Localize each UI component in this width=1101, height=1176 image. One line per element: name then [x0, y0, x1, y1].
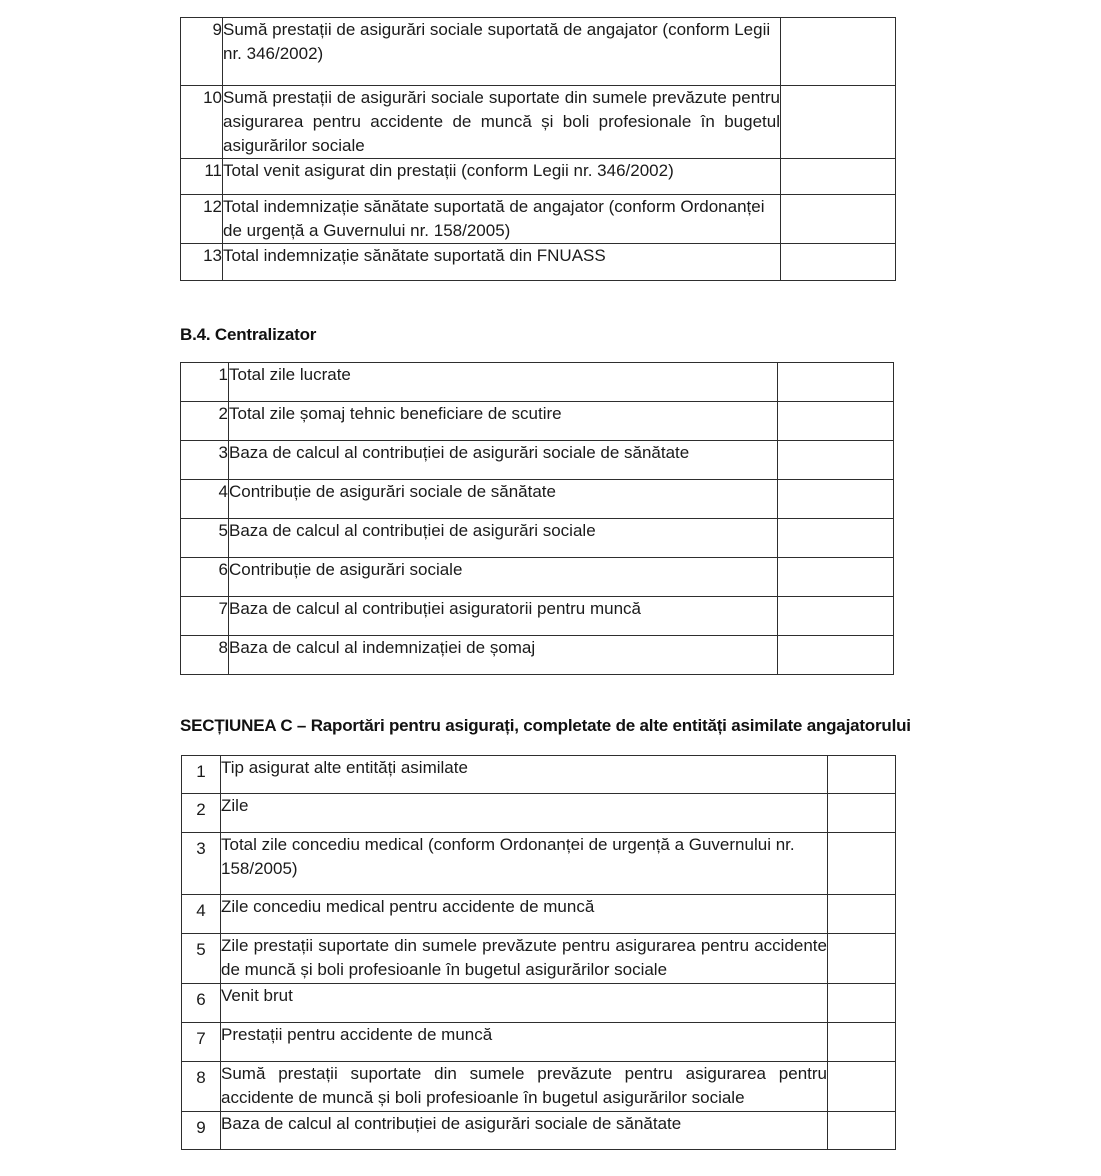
row-number: 1 — [181, 363, 229, 402]
row-label: Contribuție de asigurări sociale — [229, 558, 778, 597]
row-label: Zile — [221, 794, 828, 833]
row-value-cell — [778, 441, 894, 480]
table-row — [182, 895, 896, 934]
row-number: 11 — [181, 159, 223, 195]
table-row — [182, 794, 896, 833]
row-value-cell — [828, 934, 896, 984]
section-c-heading: SECȚIUNEA C – Raportări pentru asigurați, completate de alte entități asimilate angajatorului — [180, 716, 911, 735]
row-value-cell — [778, 558, 894, 597]
row-number: 2 — [181, 402, 229, 441]
row-value-cell — [778, 597, 894, 636]
table-row — [181, 86, 896, 159]
row-number: 8 — [182, 1062, 221, 1112]
table-row — [182, 1023, 896, 1062]
row-label: Baza de calcul al contribuției de asigurări sociale de sănătate — [221, 1112, 828, 1150]
table-row — [181, 18, 896, 86]
row-label: Total zile concediu medical (conform Ordonanței de urgență a Guvernului nr. 158/2005) — [221, 833, 828, 895]
table-row — [181, 159, 896, 195]
row-number: 9 — [181, 18, 223, 86]
row-label: Zile prestații suportate din sumele prevăzute pentru asigurarea pentru accidente de muncă și boli profesioanle în bugetul asigurărilor sociale — [221, 934, 828, 984]
table-row — [181, 597, 894, 636]
row-number: 7 — [182, 1023, 221, 1062]
row-value-cell — [828, 1023, 896, 1062]
row-value-cell — [781, 244, 896, 281]
row-number: 8 — [181, 636, 229, 675]
row-value-cell — [828, 1112, 896, 1150]
row-number: 5 — [181, 519, 229, 558]
row-number: 1 — [182, 756, 221, 794]
row-label: Zile concediu medical pentru accidente de muncă — [221, 895, 828, 934]
row-value-cell — [828, 984, 896, 1023]
row-number: 3 — [181, 441, 229, 480]
row-value-cell — [828, 1062, 896, 1112]
section-b4-heading: B.4. Centralizator — [180, 325, 317, 344]
row-number: 4 — [182, 895, 221, 934]
row-number: 6 — [181, 558, 229, 597]
row-label: Baza de calcul al indemnizației de șomaj — [229, 636, 778, 675]
row-label: Total indemnizație sănătate suportată de angajator (conform Ordonanței de urgență a Guvernului nr. 158/2005) — [223, 195, 781, 244]
table-b4-centralizator — [180, 362, 894, 675]
row-value-cell — [781, 159, 896, 195]
row-label: Total zile lucrate — [229, 363, 778, 402]
row-label: Baza de calcul al contribuției asiguratorii pentru muncă — [229, 597, 778, 636]
row-value-cell — [778, 480, 894, 519]
row-label: Total indemnizație sănătate suportată din FNUASS — [223, 244, 781, 281]
row-number: 12 — [181, 195, 223, 244]
row-value-cell — [778, 519, 894, 558]
row-label: Sumă prestații suportate din sumele prevăzute pentru asigurarea pentru accidente de muncă și boli profesioanle în bugetul asigurărilor sociale — [221, 1062, 828, 1112]
table-prestatii-continuare — [180, 17, 896, 281]
table-row — [182, 1062, 896, 1112]
row-value-cell — [828, 794, 896, 833]
row-label: Total zile șomaj tehnic beneficiare de scutire — [229, 402, 778, 441]
row-number: 13 — [181, 244, 223, 281]
table-row — [182, 934, 896, 984]
row-label: Prestații pentru accidente de muncă — [221, 1023, 828, 1062]
row-label: Tip asigurat alte entități asimilate — [221, 756, 828, 794]
row-number: 9 — [182, 1112, 221, 1150]
row-number: 4 — [181, 480, 229, 519]
row-label: Baza de calcul al contribuției de asigurări sociale — [229, 519, 778, 558]
row-value-cell — [828, 756, 896, 794]
row-number: 2 — [182, 794, 221, 833]
table-row — [182, 833, 896, 895]
table-row — [181, 402, 894, 441]
row-number: 5 — [182, 934, 221, 984]
row-value-cell — [828, 895, 896, 934]
row-label: Contribuție de asigurări sociale de sănătate — [229, 480, 778, 519]
table-row — [181, 441, 894, 480]
row-number: 10 — [181, 86, 223, 159]
row-value-cell — [781, 18, 896, 86]
row-value-cell — [778, 636, 894, 675]
row-value-cell — [778, 402, 894, 441]
table-row — [182, 756, 896, 794]
table-row — [181, 480, 894, 519]
row-value-cell — [828, 833, 896, 895]
row-number: 3 — [182, 833, 221, 895]
table-row — [181, 363, 894, 402]
table-sectiunea-c — [181, 755, 896, 1150]
row-label: Sumă prestații de asigurări sociale suportate din sumele prevăzute pentru asigurarea pentru accidente de muncă și boli profesionale în bugetul asigurărilor sociale — [223, 86, 781, 159]
row-value-cell — [778, 363, 894, 402]
row-label: Venit brut — [221, 984, 828, 1023]
row-number: 7 — [181, 597, 229, 636]
table-row — [182, 984, 896, 1023]
row-value-cell — [781, 195, 896, 244]
table-row — [181, 636, 894, 675]
row-number: 6 — [182, 984, 221, 1023]
row-value-cell — [781, 86, 896, 159]
table-row — [181, 519, 894, 558]
table-row — [181, 558, 894, 597]
row-label: Total venit asigurat din prestații (conform Legii nr. 346/2002) — [223, 159, 781, 195]
table-row — [182, 1112, 896, 1150]
table-row — [181, 195, 896, 244]
row-label: Sumă prestații de asigurări sociale suportată de angajator (conform Legii nr. 346/2002) — [223, 18, 781, 86]
row-label: Baza de calcul al contribuției de asigurări sociale de sănătate — [229, 441, 778, 480]
table-row — [181, 244, 896, 281]
